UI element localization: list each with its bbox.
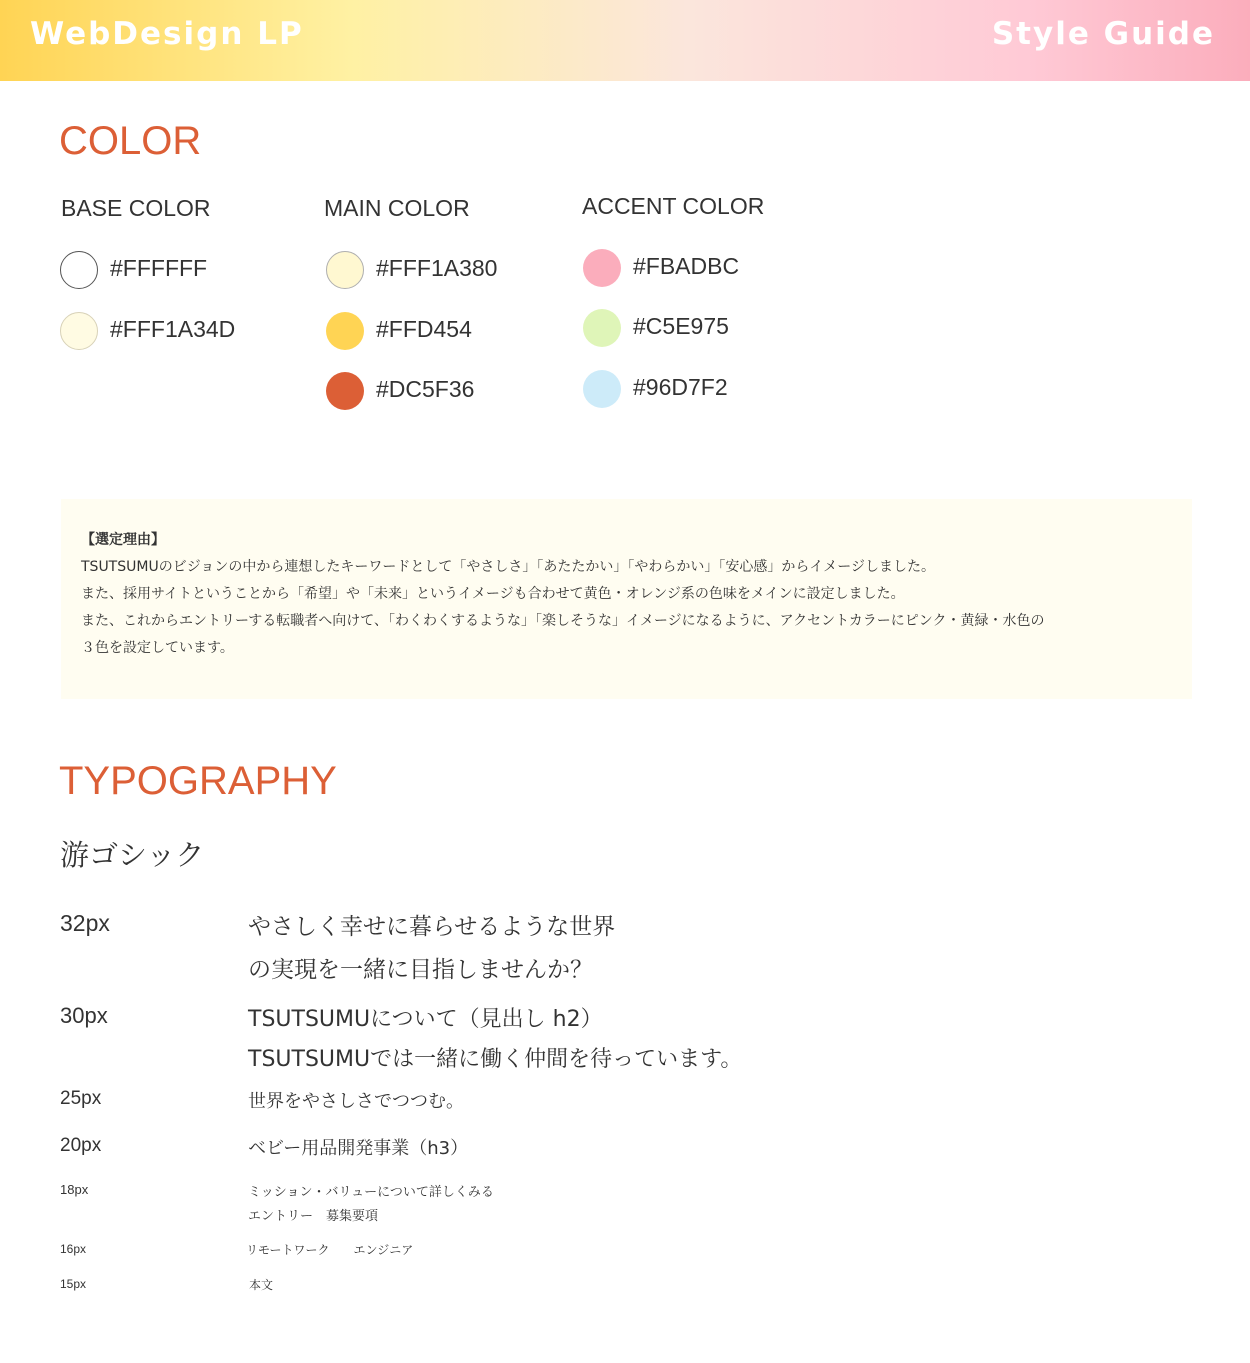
color-circle (60, 312, 98, 350)
type-sample: リモートワーク エンジニア (246, 1243, 414, 1257)
reason-line: TSUTSUMUのビジョンの中から連想したキーワードとして「やさしさ」「あたたかい」「やわらかい」「安心感」からイメージしました。 (81, 559, 935, 575)
reason-line: ３色を設定しています。 (81, 640, 234, 656)
type-sample: ミッション・バリューについて詳しくみる (248, 1185, 494, 1200)
type-sample: 世界をやさしさでつつむ。 (248, 1091, 464, 1112)
brand-title: WebDesign LP (30, 16, 304, 52)
color-hex-label: #FFF1A380 (376, 255, 498, 281)
color-hex-label: #FFFFFF (110, 255, 208, 281)
type-sample: エントリー 募集要項 (248, 1209, 379, 1224)
font-size-label: 32px (60, 910, 110, 936)
color-circle (326, 312, 364, 350)
color-circle (60, 251, 98, 289)
color-circle (583, 249, 621, 287)
main-color-heading: MAIN COLOR (324, 195, 470, 221)
type-sample: 本文 (249, 1278, 274, 1292)
reason-line: また、採用サイトということから「希望」や「未来」というイメージも合わせて黄色・オレンジ系の色味をメインに設定しました。 (81, 586, 905, 602)
color-section-title: COLOR (59, 119, 202, 163)
color-reason-box (61, 499, 1192, 699)
reason-line: また、これからエントリーする転職者へ向けて、「わくわくするような」「楽しそうな」イメージになるように、アクセントカラーにピンク・黄緑・水色の (81, 613, 1045, 629)
font-size-label: 18px (60, 1182, 89, 1197)
typography-section-title: TYPOGRAPHY (59, 759, 337, 803)
base-color-heading: BASE COLOR (61, 195, 211, 221)
font-family-name: 游ゴシック (60, 838, 205, 872)
font-size-label: 16px (60, 1242, 87, 1256)
header-bar (0, 0, 1250, 81)
type-sample: やさしく幸せに暮らせるような世界 (248, 914, 616, 940)
font-size-label: 25px (60, 1088, 102, 1109)
font-size-label: 20px (60, 1135, 102, 1156)
color-hex-label: #DC5F36 (376, 376, 475, 402)
type-sample: TSUTSUMUでは一緒に働く仲間を待っています。 (248, 1047, 743, 1072)
color-hex-label: #C5E975 (633, 313, 729, 339)
font-size-label: 30px (60, 1003, 108, 1028)
reason-heading: 【選定理由】 (81, 532, 165, 548)
color-circle (326, 251, 364, 289)
type-sample: TSUTSUMUについて（見出し h2） (248, 1007, 603, 1032)
accent-color-heading: ACCENT COLOR (582, 193, 765, 219)
type-sample: ベビー用品開発事業（h3） (248, 1138, 469, 1159)
page-title: Style Guide (991, 16, 1215, 52)
color-hex-label: #FBADBC (633, 253, 740, 279)
color-hex-label: #FFF1A34D (110, 316, 236, 342)
color-circle (583, 370, 621, 408)
color-hex-label: #FFD454 (376, 316, 472, 342)
font-size-label: 15px (60, 1277, 87, 1291)
color-circle (326, 372, 364, 410)
type-sample: の実現を一緒に目指しませんか？ (248, 957, 593, 983)
color-circle (583, 309, 621, 347)
color-hex-label: #96D7F2 (633, 374, 728, 400)
